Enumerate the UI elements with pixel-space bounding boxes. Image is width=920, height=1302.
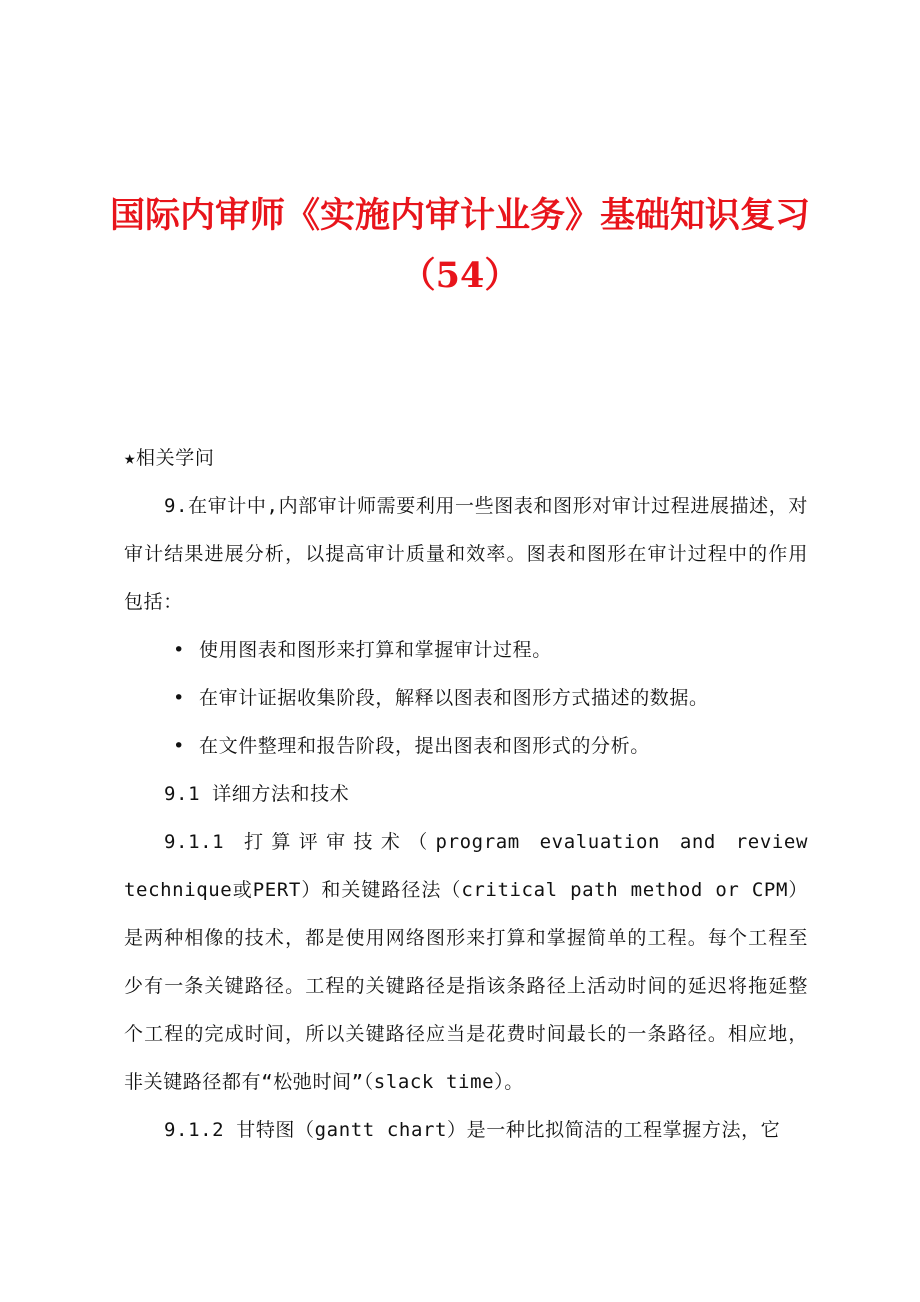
bullet-item-3 <box>124 722 808 770</box>
document-body <box>124 434 808 1154</box>
bullet-text: 在文件整理和报告阶段，提出图表和图形式的分析。 <box>199 735 650 757</box>
section-heading: ★相关学问 <box>124 447 215 469</box>
bullet-dot-icon: • <box>173 735 186 757</box>
bullet-item-2 <box>124 674 808 722</box>
bullet-dot-icon: • <box>173 687 186 709</box>
bullet-dot-icon: • <box>173 639 186 661</box>
document-title-line2: （54） <box>400 255 520 296</box>
bullet-text: 使用图表和图形来打算和掌握审计过程。 <box>199 639 552 661</box>
paragraph-9-1-1: 9.1.1 打算评审技术（program evaluation and review technique或PERT）和关键路径法（critical path method or CPM）是两种相像的技术，都是使用网络图形来打算和掌握简单的工程。每个工程至少有一条关键路径。工程的关键路径是指该条路径上活动时间的延迟将拖延整个工程的完成时间，所以关键路径应当是花费时间最长的一条路径。相应地，非关键路径都有“松弛时间”（slack time）。 <box>124 831 808 1093</box>
intro-paragraph: 9.在审计中,内部审计师需要利用一些图表和图形对审计过程进展描述，对审计结果进展分析，以提高审计质量和效率。图表和图形在审计过程中的作用包括： <box>124 495 808 613</box>
bullet-item-1 <box>124 626 808 674</box>
subsection-heading: 9.1 详细方法和技术 <box>164 783 350 805</box>
paragraph-9-1-2: 9.1.2 甘特图（gantt chart）是一种比拟简洁的工程掌握方法，它 <box>164 1119 781 1141</box>
document-title-line1: 国际内审师《实施内审计业务》基础知识复习 <box>109 195 810 236</box>
bullet-text: 在审计证据收集阶段，解释以图表和图形方式描述的数据。 <box>199 687 709 709</box>
